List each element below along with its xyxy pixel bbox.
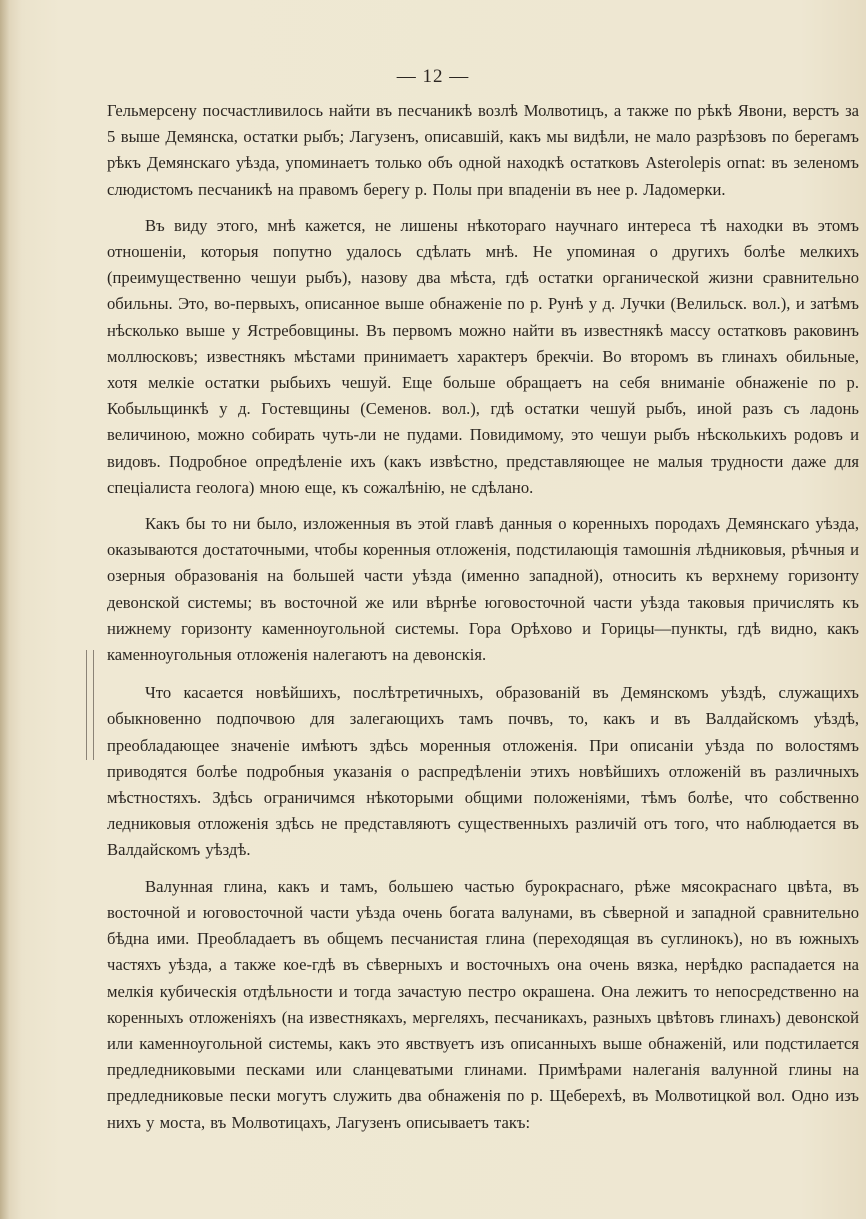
margin-pencil-mark: [86, 650, 94, 760]
page-number: — 12 —: [396, 66, 470, 87]
paragraph-3: Какъ бы то ни было, изложенныя въ этой главѣ данныя о коренныхъ породахъ Демянскаго уѣзда, оказываются достаточными, чтобы коренныя отложенія, подстилающія тамошнія лѣдниковыя, рѣчныя и озерныя образованія на большей части уѣзда (именно западной), относить къ верхнему горизонту девонской системы; въ восточной же или вѣрнѣе юговосточной части уѣзда таковыя причислять къ нижнему горизонту каменноугольной системы. Гора Орѣхово и Горицы—пункты, гдѣ видно, какъ каменноугольныя отложенія налегаютъ на девонскія.: [107, 514, 859, 665]
paragraph-5: Валунная глина, какъ и тамъ, большею частью бурокраснаго, рѣже мясокраснаго цвѣта, въ восточной и юговосточной части уѣзда очень богата валунами, въ сѣверной и западной сравнительно бѣдна ими. Преобладаетъ въ общемъ песчанистая глина (переходящая въ суглинокъ), но въ южныхъ частяхъ уѣзда, а также кое-гдѣ въ сѣверныхъ и восточныхъ она очень вязка, нерѣдко распадается на мелкія кубическія отдѣльности и тогда зачастую пестро окрашена. Она лежитъ то непосредственно на коренныхъ отложеніяхъ (на известнякахъ, мергеляхъ, песчаникахъ, разныхъ цвѣтовъ глинахъ) девонской или каменноугольной системы, какъ это явствуетъ изъ описанныхъ выше обнаженій, или подстилается предледниковыми песками или сланцеватыми глинами. Примѣрами налеганія валунной глины на предледниковые пески могутъ служить два обнаженія по р. Щеберехѣ, въ Молвотицкой вол. Одно изъ нихъ у моста, въ Молвотицахъ, Лагузенъ описываетъ такъ:: [107, 876, 859, 1132]
paragraph-1: Гельмерсену посчастливилось найти въ песчаникѣ возлѣ Молвотицъ, а также по рѣкѣ Явони, верстъ за 5 выше Демянска, остатки рыбъ; Лагузенъ, описавшій, какъ мы видѣли, не мало разрѣзовъ по берегамъ рѣкъ Демянскаго уѣзда, упоминаетъ только объ одной находкѣ остатковъ Asterolepis ornat: въ зеленомъ слюдистомъ песчаникѣ на правомъ берегу р. Полы при впаденіи въ нее р. Ладомерки.: [107, 101, 859, 199]
page-body: [107, 98, 859, 1136]
page-edge-shadow: [0, 0, 10, 1219]
paragraph-2: Въ виду этого, мнѣ кажется, не лишены нѣкотораго научнаго интереса тѣ находки въ этомъ отношеніи, которыя попутно удалось сдѣлать мнѣ. Не упоминая о другихъ болѣе мелкихъ (преимущественно чешуи рыбъ), назову два мѣста, гдѣ остатки органической жизни сравнительно обильны. Это, во-первыхъ, описанное выше обнаженіе по р. Рунѣ у д. Лучки (Велильск. вол.), и затѣмъ нѣсколько выше у Ястребовщины. Въ первомъ можно найти въ известнякѣ массу остатковъ раковинъ моллюсковъ; известнякъ мѣстами принимаетъ характеръ брекчіи. Во второмъ въ глинахъ обильные, хотя мелкіе остатки рыбьихъ чешуй. Еще больше обращаетъ на себя вниманіе обнаженіе по р. Кобыльщинкѣ у д. Гостевщины (Семенов. вол.), гдѣ остатки чешуй рыбъ, иной разъ съ ладонь величиною, можно собирать чуть-ли не пудами. Повидимому, это чешуи рыбъ нѣсколькихъ родовъ и видовъ. Подробное опредѣленіе ихъ (какъ извѣстно, представляющее не малыя трудности даже для спеціалиста геолога) мною еще, къ сожалѣнію, не сдѣлано.: [107, 215, 859, 497]
paragraph-4: Что касается новѣйшихъ, послѣтретичныхъ, образованій въ Демянскомъ уѣздѣ, служащихъ обыкновенно подпочвою для залегающихъ тамъ почвъ, то, какъ и въ Валдайскомъ уѣздѣ, преобладающее значеніе имѣютъ здѣсь моренныя отложенія. При описаніи уѣзда по волостямъ приводятся болѣе подробныя указанія о распредѣленіи этихъ новѣйшихъ отложеній въ различныхъ мѣстностяхъ. Здѣсь ограничимся нѣкоторыми общими положеніями, тѣмъ болѣе, что собственно ледниковыя отложенія здѣсь не представляютъ существенныхъ различій отъ того, что наблюдается въ Валдайскомъ уѣздѣ.: [107, 683, 859, 860]
